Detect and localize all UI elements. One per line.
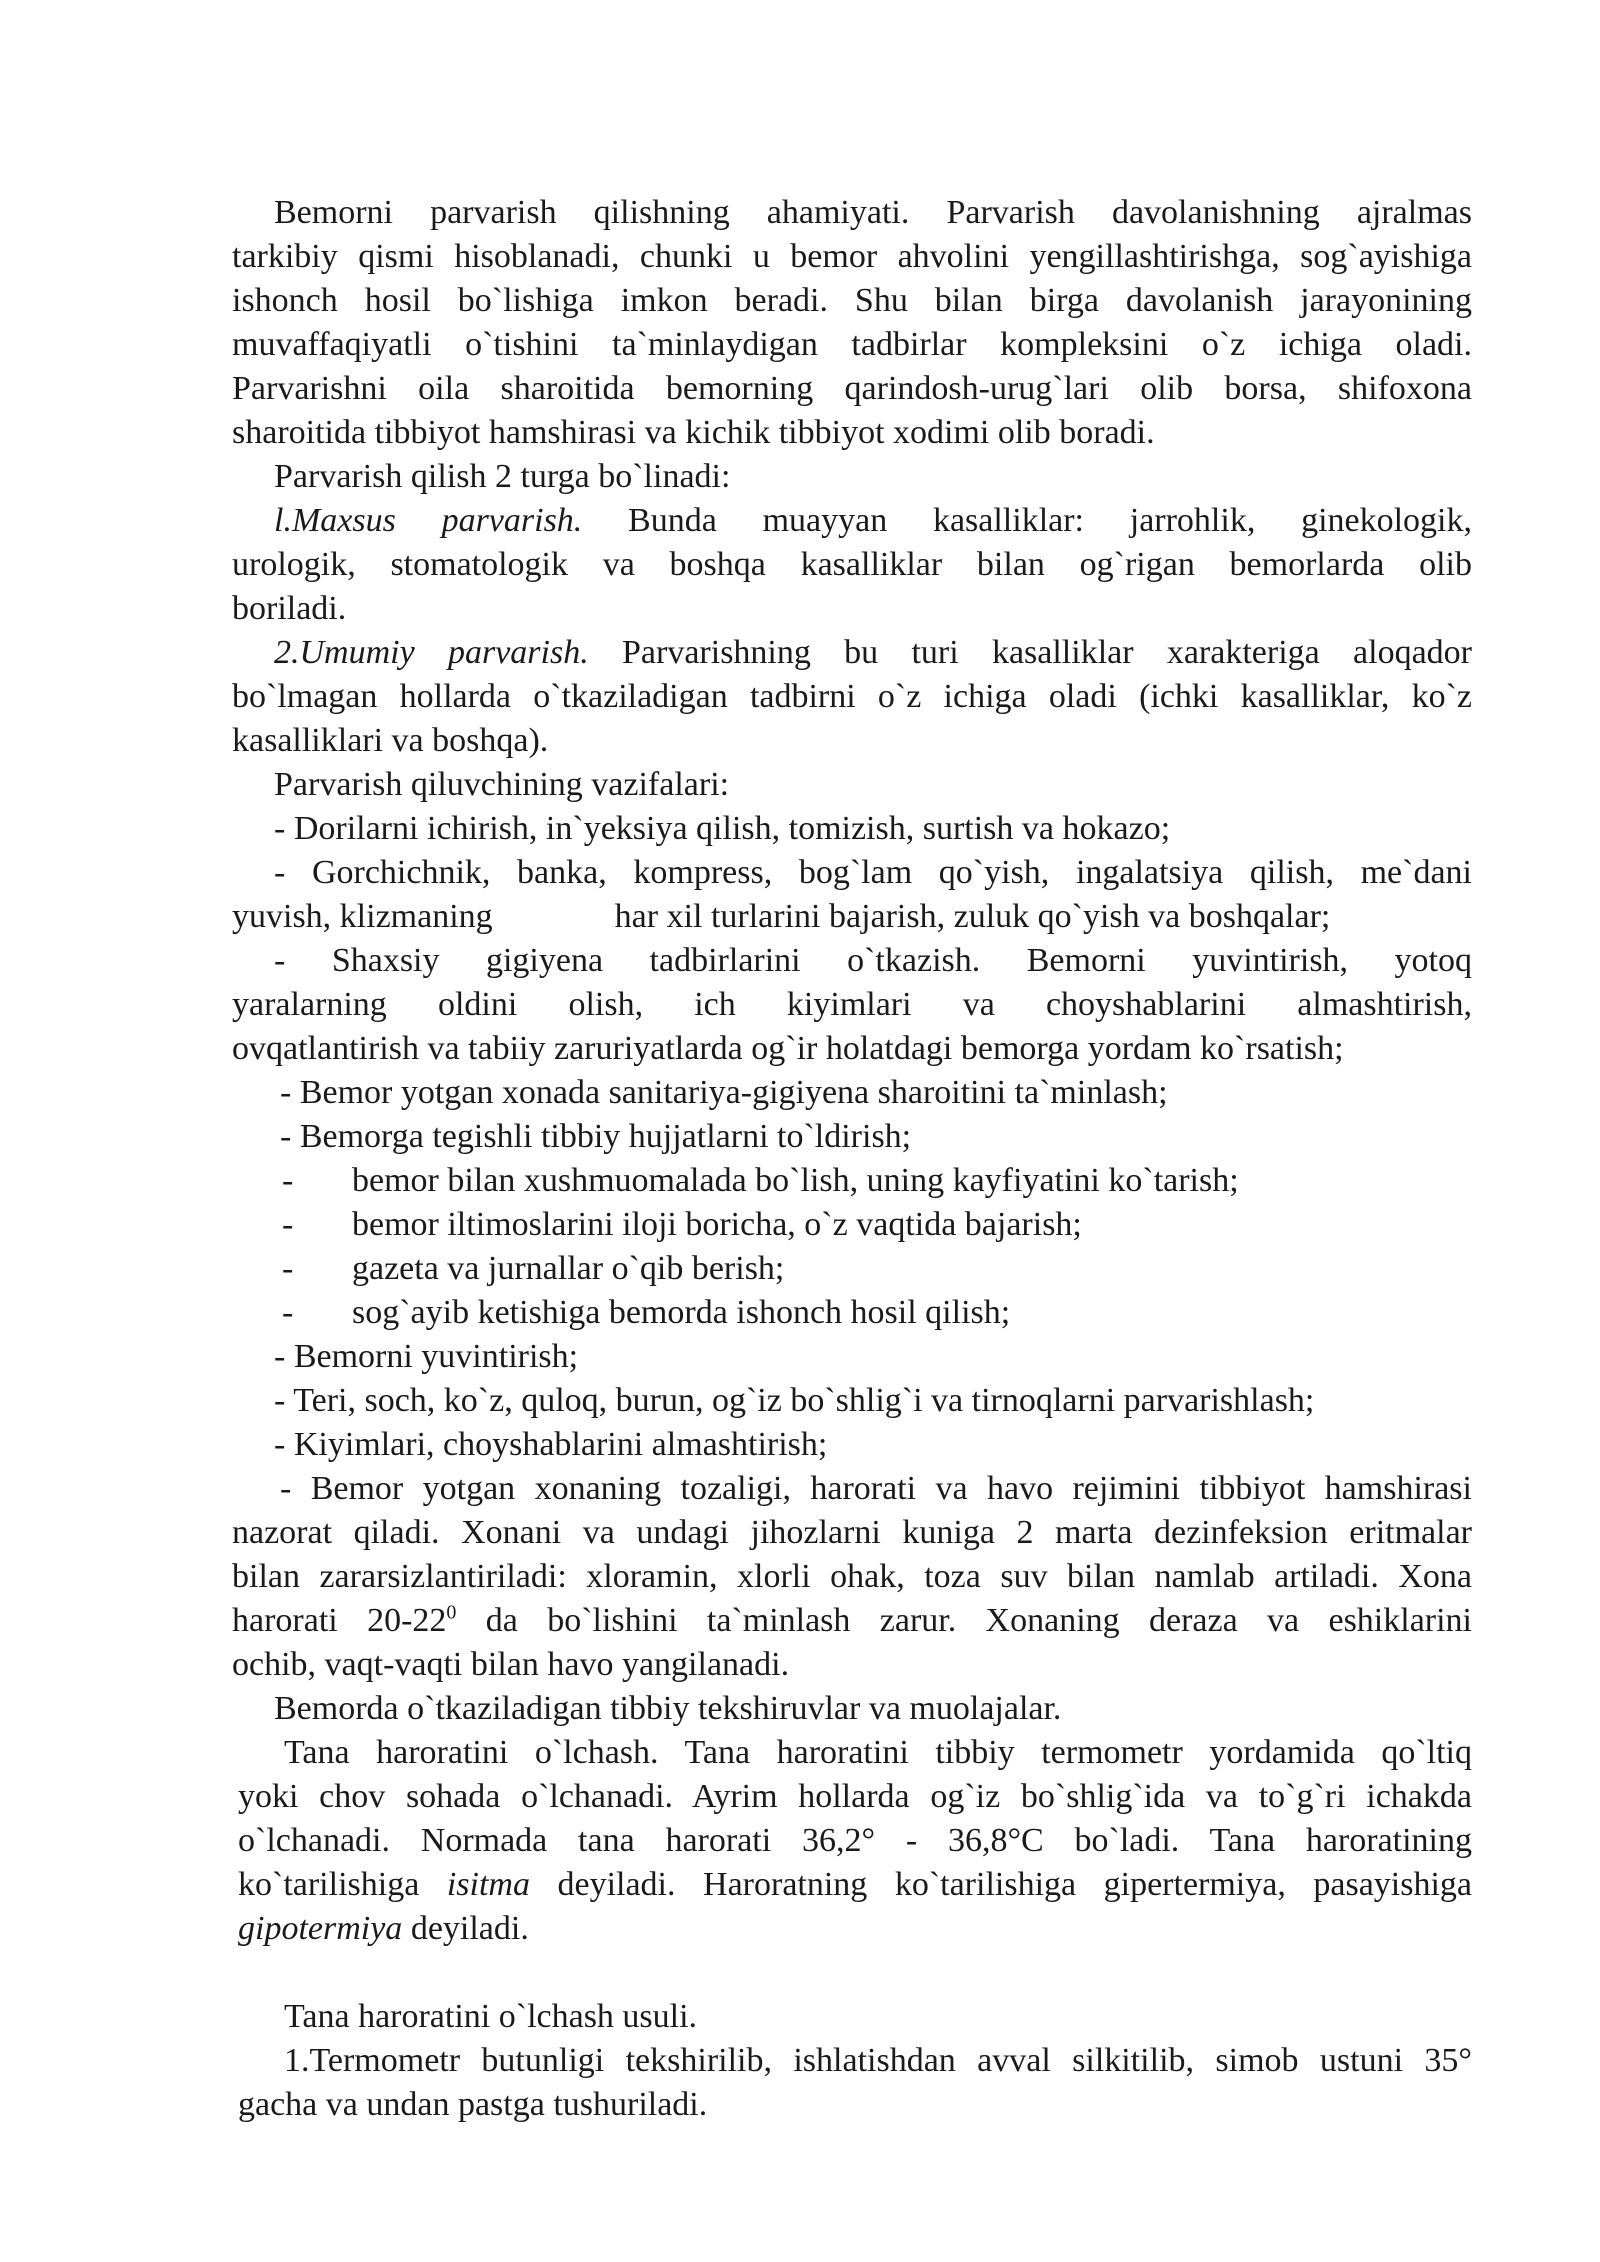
text-line: sharoitida tibbiyot hamshirasi va kichik tibbiyot xodimi olib boradi. (232, 414, 1155, 451)
text-line (238, 1908, 1472, 1950)
text-span: harorati 20-22 (232, 1602, 447, 1639)
text-line (238, 1864, 1472, 1906)
text-line (232, 1600, 1472, 1642)
text-line: - Kiyimlari, choyshablarini almashtirish; (274, 1426, 828, 1463)
text-line: - Bemor yotgan xonada sanitariya-gigiyena sharoitini ta`minlash; (280, 1074, 1168, 1111)
text-line: nazorat qiladi. Xonani va undagi jihozlarni kuniga 2 marta dezinfeksion eritmalar (232, 1514, 1472, 1551)
list-item: - bemor bilan xushmuomalada bo`lish, uning kayfiyatini ko`tarish; (282, 1162, 1239, 1199)
text-line: tarkibiy qismi hisoblanadi, chunki u bemor ahvolini yengillashtirishga, sog`ayishiga (232, 238, 1472, 275)
text-line: bilan zararsizlantiriladi: xloramin, xlorli ohak, toza suv bilan namlab artiladi. Xona (232, 1558, 1472, 1595)
text-line: urologik, stomatologik va boshqa kasalliklar bilan og`rigan bemorlarda olib (232, 546, 1472, 583)
text-line (232, 500, 1472, 542)
list-item-text: sog`ayib ketishiga bemorda ishonch hosil qilish; (352, 1294, 1011, 1331)
text-line: boriladi. (232, 590, 347, 627)
term-gipotermiya: gipotermiya (238, 1910, 403, 1947)
term-isitma: isitma (446, 1866, 530, 1903)
list-item-text: gazeta va jurnallar o`qib berish; (352, 1250, 785, 1287)
list-item: - bemor iltimoslarini iloji boricha, o`z vaqtida bajarish; (282, 1206, 1082, 1243)
text-line: - Bemorga tegishli tibbiy hujjatlarni to`ldirish; (280, 1118, 912, 1155)
text-span: Parvarishning bu turi kasalliklar xarakteriga aloqador (588, 634, 1472, 671)
text-line: Parvarish qilish 2 turga bo`linadi: (274, 458, 731, 495)
text-line: Parvarishni oila sharoitida bemorning qarindosh-urug`lari olib borsa, shifoxona (232, 370, 1472, 407)
text-line: Tana haroratini o`lchash. Tana haroratini tibbiy termometr yordamida qo`ltiq (284, 1734, 1472, 1771)
subheading-special-care: l.Maxsus parvarish. (274, 502, 583, 539)
text-line (232, 632, 1472, 674)
list-item: - sog`ayib ketishiga bemorda ishonch hosil qilish; (282, 1294, 1011, 1331)
text-line: yaralarning oldini olish, ich kiyimlari va choyshablarini almashtirish, (232, 986, 1472, 1023)
text-line: ishonch hosil bo`lishiga imkon beradi. Shu bilan birga davolanish jarayonining (232, 282, 1472, 319)
text-line: - Dorilarni ichirish, in`yeksiya qilish, tomizish, surtish va hokazo; (274, 810, 1171, 847)
subheading-general-care: 2.Umumiy parvarish. (274, 634, 589, 671)
text-line: - Bemor yotgan xonaning tozaligi, harorati va havo rejimini tibbiyot hamshirasi (280, 1470, 1472, 1507)
text-line: yoki chov sohada o`lchanadi. Ayrim hollarda og`iz bo`shlig`ida va to`g`ri ichakda (238, 1778, 1472, 1815)
text-line: Parvarish qiluvchining vazifalari: (274, 766, 730, 803)
text-line: muvaffaqiyatli o`tishini ta`minlaydigan tadbirlar kompleksini o`z ichiga oladi. (232, 326, 1472, 363)
text-span: deyiladi. (402, 1910, 529, 1947)
text-span: da bo`lishini ta`minlash zarur. Xonaning deraza va eshiklarini (456, 1602, 1472, 1639)
superscript: 0 (446, 1601, 457, 1624)
text-line: o`lchanadi. Normada tana harorati 36,2° - 36,8°C bo`ladi. Tana haroratining (238, 1822, 1472, 1859)
list-item: - gazeta va jurnallar o`qib berish; (282, 1250, 785, 1287)
text-line (232, 896, 1472, 938)
text-line: 1.Termometr butunligi tekshirilib, ishlatishdan avval silkitilib, simob ustuni 35° (284, 2042, 1472, 2079)
text-line: bo`lmagan hollarda o`tkaziladigan tadbirni o`z ichiga oladi (ichki kasalliklar, ko`z (232, 678, 1472, 715)
text-span: deyiladi. Haroratning ko`tarilishiga gipertermiya, pasayishiga (529, 1866, 1472, 1903)
section-heading: Tana haroratini o`lchash usuli. (284, 1998, 698, 2035)
text-line: - Teri, soch, ko`z, quloq, burun, og`iz bo`shlig`i va tirnoqlarni parvarishlash; (274, 1382, 1315, 1419)
text-line: gacha va undan pastga tushuriladi. (238, 2086, 708, 2123)
text-line: kasalliklari va boshqa). (232, 722, 549, 759)
text-line: - Shaxsiy gigiyena tadbirlarini o`tkazish. Bemorni yuvintirish, yotoq (274, 942, 1472, 979)
list-item-text: bemor iltimoslarini iloji boricha, o`z vaqtida bajarish; (352, 1206, 1082, 1243)
text-span: ko`tarilishiga (238, 1866, 447, 1903)
text-line: ochib, vaqt-vaqti bilan havo yangilanadi. (232, 1646, 790, 1683)
text-line: - Gorchichnik, banka, kompress, bog`lam qo`yish, ingalatsiya qilish, me`dani (274, 854, 1472, 891)
text-span: yuvish, klizmaning (232, 898, 493, 935)
text-span: Bunda muayyan kasalliklar: jarrohlik, ginekologik, (582, 502, 1472, 539)
text-line: ovqatlantirish va tabiiy zaruriyatlarda og`ir holatdagi bemorga yordam ko`rsatish; (232, 1030, 1344, 1067)
text-line: Bemorni parvarish qilishning ahamiyati. Parvarish davolanishning ajralmas (274, 194, 1472, 231)
text-line: Bemorda o`tkaziladigan tibbiy tekshiruvlar va muolajalar. (274, 1690, 1062, 1727)
list-item-text: bemor bilan xushmuomalada bo`lish, uning kayfiyatini ko`tarish; (352, 1162, 1239, 1199)
text-span: har xil turlarini bajarish, zuluk qo`yish va boshqalar; (614, 898, 1331, 935)
text-line: - Bemorni yuvintirish; (274, 1338, 579, 1375)
